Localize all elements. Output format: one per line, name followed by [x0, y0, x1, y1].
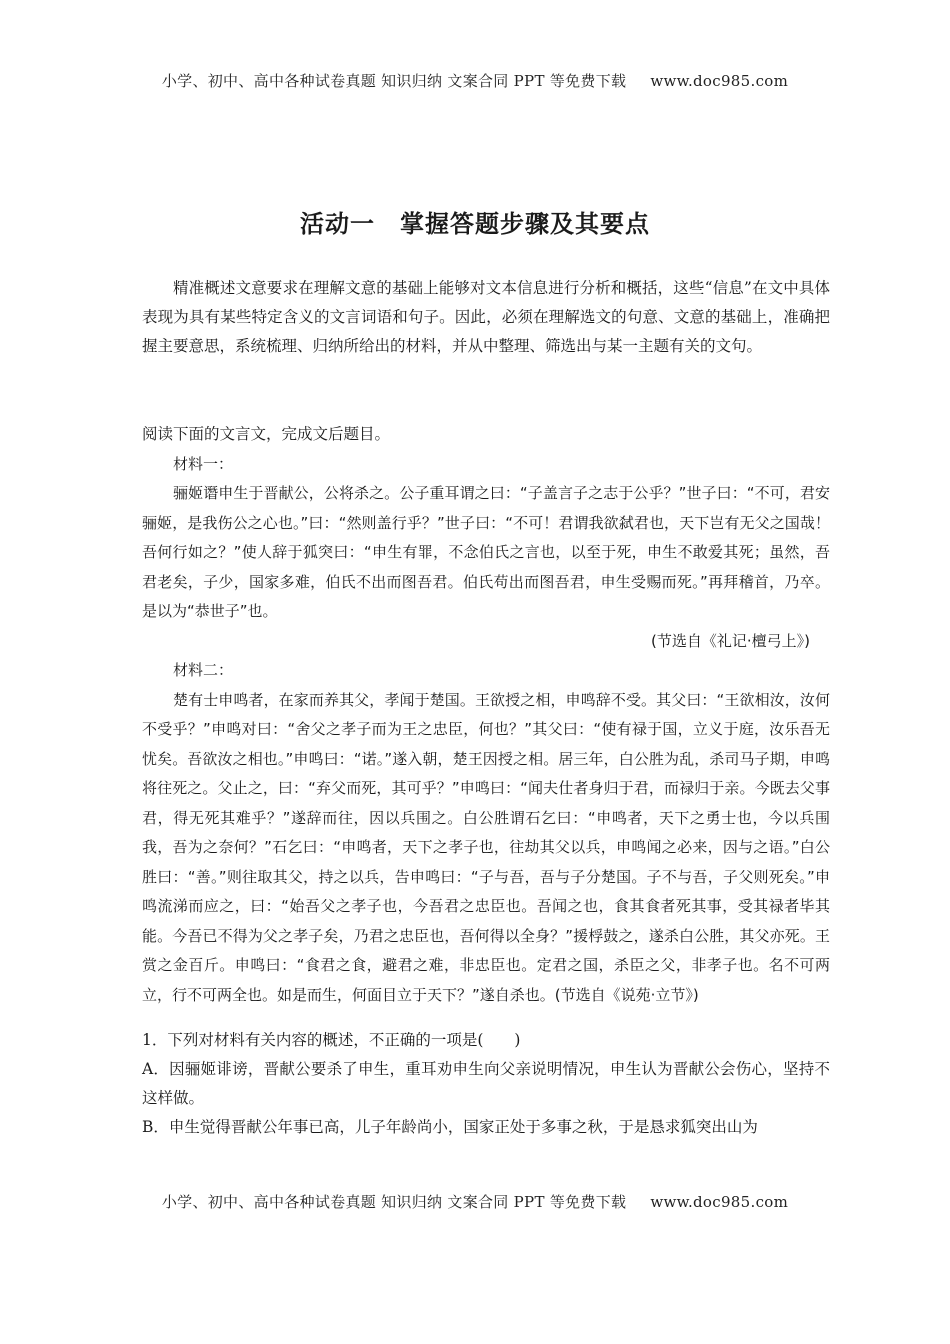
intro-section: [142, 274, 830, 361]
footer-url[interactable]: www.doc985.com: [650, 1193, 789, 1211]
material2-label: 材料二：: [173, 661, 234, 679]
page-header: [0, 70, 950, 91]
question1-stem: 1．下列对材料有关内容的概述，不正确的一项是( ): [142, 1031, 521, 1049]
material1-label: 材料一：: [173, 454, 234, 473]
material1-source: (节选自《礼记·檀弓上》): [651, 631, 810, 650]
header-text: 小学、初中、高中各种试卷真题 知识归纳 文案合同 PPT 等免费下载: [161, 72, 627, 90]
question1-option-b: B．申生觉得晋献公年事已高，儿子年龄尚小，国家正处于多事之秋，于是恳求狐突出山为: [142, 1118, 758, 1136]
header-url[interactable]: www.doc985.com: [650, 72, 789, 90]
footer-text: 小学、初中、高中各种试卷真题 知识归纳 文案合同 PPT 等免费下载: [161, 1193, 627, 1211]
material1-text: 骊姬谮申生于晋献公，公将杀之。公子重耳谓之曰：“子盖言子之志于公乎？”世子曰：“不可，君安骊姬，是我伤公之心也。”曰：“然则盖行乎？”世子曰：“不可！君谓我欲弑君也，天下岂有无父之国哉！吾何行如之？”使人辞于狐突曰：“申生有罪，不念伯氏之言也，以至于死，申生不敢爱其死；虽然，吾君老矣，子少，国家多难，伯氏不出而图吾君。伯氏苟出而图吾君，申生受赐而死。”再拜稽首，乃卒。是以为“恭世子”也。: [142, 484, 830, 620]
material2-text: 楚有士申鸣者，在家而养其父，孝闻于楚国。王欲授之相，申鸣辞不受。其父曰：“王欲相汝，汝何不受乎？”申鸣对曰：“舍父之孝子而为王之忠臣，何也？”其父曰：“使有禄于国，立义于庭，汝乐吾无忧矣。吾欲汝之相也。”申鸣曰：“诺。”遂入朝，楚王因授之相。居三年，白公胜为乱，杀司马子期，申鸣将往死之。父止之，曰：“弃父而死，其可乎？”申鸣曰：“闻夫仕者身归于君，而禄归于亲。今既去父事君，得无死其难乎？”遂辞而往，因以兵围之。白公胜谓石乞曰：“申鸣者，天下之勇士也，今以兵围我，吾为之奈何？”石乞曰：“申鸣者，天下之孝子也，往劫其父以兵，申鸣闻之必来，因与之语。”白公胜曰：“善。”则往取其父，持之以兵，告申鸣曰：“子与吾，吾与子分楚国。子不与吾，子父则死矣。”申鸣流涕而应之，曰：“始吾父之孝子也，今吾君之忠臣也。吾闻之也，食其食者死其事，受其禄者毕其能。今吾已不得为父之孝子矣，乃君之忠臣也，吾何得以全身？”援桴鼓之，遂杀白公胜，其父亦死。王赏之金百斤。申鸣曰：“食君之食，避君之难，非忠臣也。定君之国，杀臣之父，非孝子也。名不可两立，行不可两全也。如是而生，何面目立于天下？”遂自杀也。(节选自《说苑·立节》): [142, 690, 830, 1004]
page-title: 活动一 掌握答题步骤及其要点: [300, 209, 650, 238]
intro-paragraph: 精准概述文意要求在理解文意的基础上能够对文本信息进行分析和概括，这些“信息”在文中具体表现为具有某些特定含义的文言词语和句子。因此，必须在理解选文的句意、文意的基础上，准确把握主要意思，系统梳理、归纳所给出的材料，并从中整理、筛选出与某一主题有关的文句。: [142, 279, 830, 355]
question1-option-a: A．因骊姬诽谤，晋献公要杀了申生，重耳劝申生向父亲说明情况，申生认为晋献公会伤心，坚持不这样做。: [142, 1060, 830, 1107]
questions-section: [142, 1026, 830, 1142]
reading-instruction: 阅读下面的文言文，完成文后题目。: [142, 425, 391, 443]
page-footer: [0, 1191, 950, 1212]
material2-source: (节选自《说苑·立节》): [554, 985, 699, 1004]
reading-section: [142, 420, 830, 1010]
